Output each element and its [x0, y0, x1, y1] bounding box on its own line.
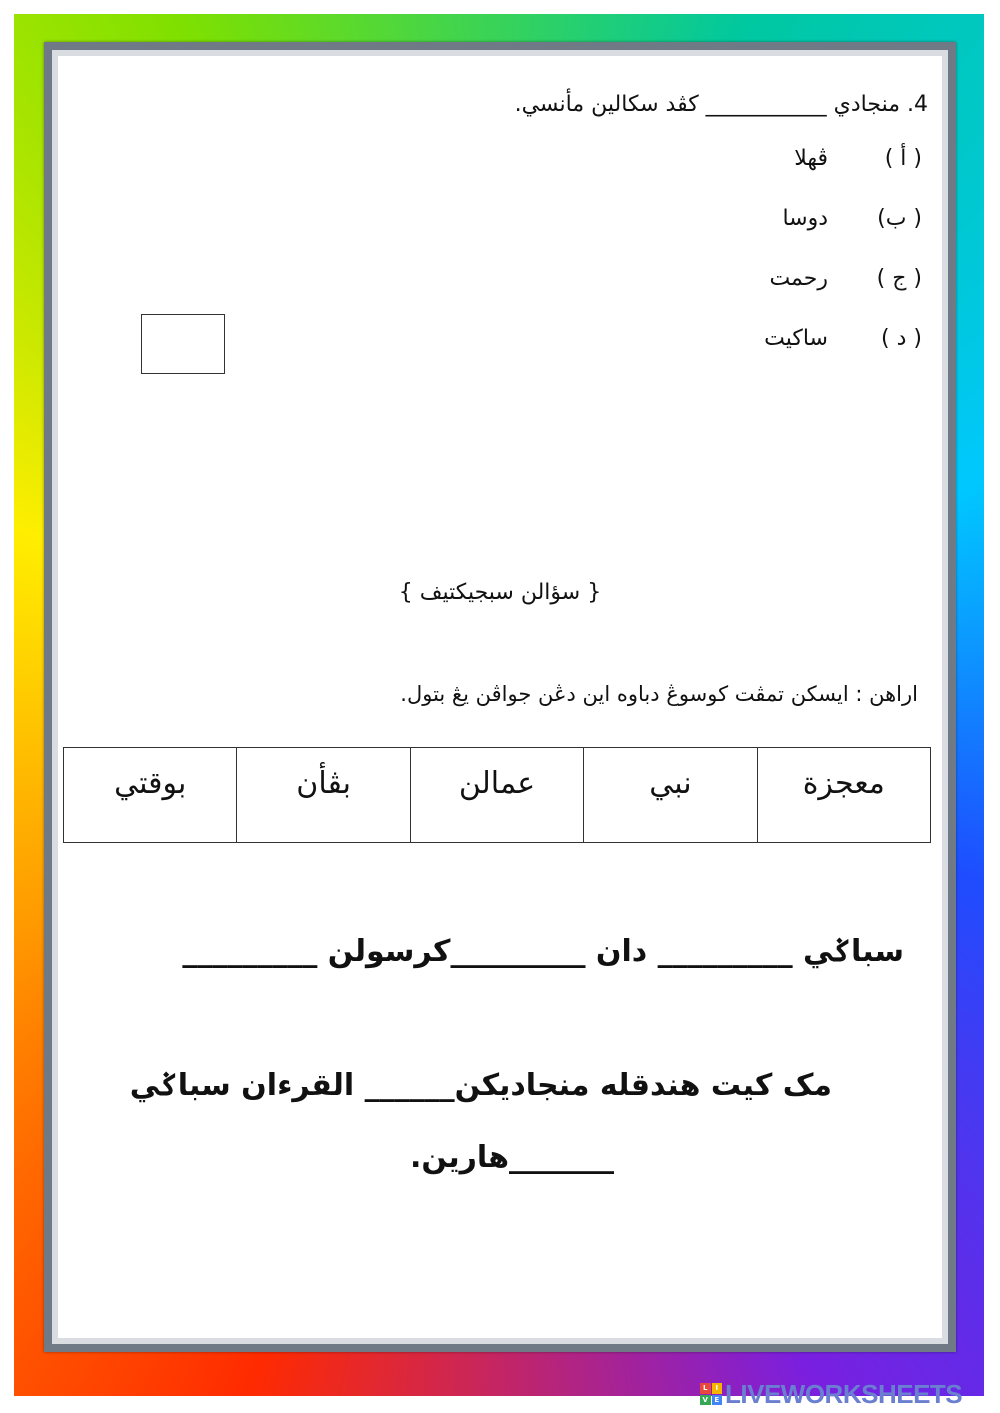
- option-label: ( د ): [881, 326, 922, 351]
- option-text: دوسا: [782, 206, 828, 231]
- option-text: رحمت: [769, 266, 828, 291]
- option-b[interactable]: [662, 206, 922, 242]
- option-label: ( ج ): [876, 266, 922, 291]
- fill-in-sentence-2-line-1[interactable]: مک كيت هندقله منجاديكن______ القرءان سباݢي: [129, 1068, 832, 1103]
- option-c[interactable]: [662, 266, 922, 302]
- fill-in-sentence-1[interactable]: سباݢي _________ دان _________كرسولن _________: [182, 934, 904, 969]
- word-bank-cell[interactable]: بوقتي: [64, 748, 237, 843]
- option-label: ( ب): [877, 206, 922, 231]
- word-bank-cell[interactable]: معجزة: [757, 748, 930, 843]
- answer-input-box[interactable]: [141, 314, 225, 374]
- option-label: ( أ ): [884, 146, 922, 171]
- option-text: ڤهلا: [794, 146, 828, 171]
- fill-in-sentence-2-line-2[interactable]: _______هارين.: [410, 1140, 614, 1175]
- question-stem: 4. منجادي ___________ كڤد سكالين مأنسي.: [514, 92, 928, 117]
- option-text: ساكيت: [764, 326, 828, 351]
- section-title: { سؤالن سبجيكتيف }: [398, 580, 602, 605]
- logo-letter: E: [712, 1395, 723, 1406]
- word-bank-cell[interactable]: بڤأن: [237, 748, 410, 843]
- word-bank-cell[interactable]: نبي: [584, 748, 757, 843]
- logo-letter: I: [712, 1383, 723, 1394]
- option-a[interactable]: [662, 146, 922, 182]
- liveworksheets-logo-icon: [700, 1383, 722, 1405]
- logo-letter: V: [700, 1395, 711, 1406]
- liveworksheets-brand: [700, 1380, 962, 1408]
- instruction-text: اراهن : ايسكن تمڤت كوسوڠ دباوه اين دڠن جواڤن يڠ بتول.: [400, 682, 918, 706]
- brand-name: LIVEWORKSHEETS: [725, 1378, 963, 1409]
- word-bank-table: [63, 747, 931, 843]
- option-d[interactable]: [662, 326, 922, 362]
- word-bank-cell[interactable]: عمالن: [410, 748, 583, 843]
- logo-letter: L: [700, 1383, 711, 1394]
